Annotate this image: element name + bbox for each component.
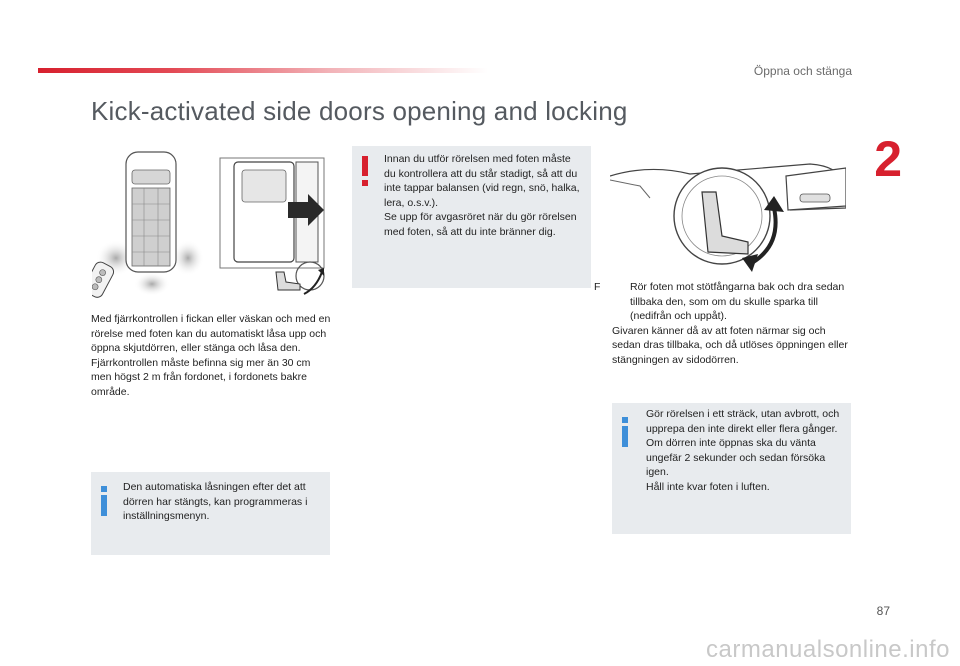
remote-distance-paragraph: Fjärrkontrollen måste befinna sig mer än 30 cm men högst 2 m från fordonet, i fordonets bakre område.: [91, 356, 311, 398]
info-motion-text-3: Håll inte kvar foten i luften.: [646, 480, 770, 493]
info-motion-text-2: Om dörren inte öppnas ska du vänta ungefär 2 sekunder och sedan försöka igen.: [646, 437, 826, 478]
chapter-number: 2: [874, 131, 902, 187]
page-title: Kick-activated side doors opening and locking: [91, 96, 628, 126]
warning-icon: [362, 156, 368, 186]
bullet-icon: F: [594, 281, 601, 293]
section-title: Öppna och stänga: [753, 64, 852, 78]
page-number: 87: [876, 604, 890, 618]
rear-bumper: [786, 168, 846, 210]
watermark: carmanualsonline.info: [706, 636, 950, 663]
warning-text-1: Innan du utför rörelsen med foten måste du kontrollera att du står stadigt, så att du inte tappar balansen (vid regn, snö, halka, lera, o.s.v.).: [384, 153, 580, 209]
instruction-step-text: Rör foten mot stötfångarna bak och dra sedan tillbaka den, som om du skulle sparka till (nedifrån och uppåt).: [630, 281, 845, 322]
left-column-text: [91, 312, 331, 399]
warning-box: [352, 146, 591, 288]
info-box-motion: [612, 403, 851, 534]
info-box-autolock-text: Den automatiska låsningen efter det att dörren har stängts, kan programmeras i inställningsmenyn.: [123, 481, 308, 522]
bumper-kick-illustration: [610, 146, 846, 276]
sensor-paragraph: Givaren känner då av att foten närmar sig och sedan dras tillbaka, och då utlöses öppningen eller stängningen av sidodörren.: [612, 324, 848, 366]
info-box-autolock: [91, 472, 330, 555]
info-icon: [622, 417, 628, 447]
detection-zone-right: [172, 240, 204, 276]
right-column-text: [594, 280, 852, 367]
detection-zone-rear: [134, 272, 170, 296]
instruction-step: [594, 280, 852, 324]
sliding-door-illustration: [212, 148, 332, 300]
intro-paragraph: Med fjärrkontrollen i fickan eller väskan och med en rörelse med foten kan du automatiskt låsa upp och öppna skjutdörren, eller stänga och låsa den.: [91, 313, 331, 354]
van-top-view-illustration: [92, 148, 204, 300]
warning-text-2: Se upp för avgasröret när du gör rörelsen med foten, så att du inte bränner dig.: [384, 211, 577, 238]
header-accent-bar: [38, 68, 488, 73]
kick-arrow-icon: [304, 272, 322, 294]
info-icon: [101, 486, 107, 516]
info-motion-text-1: Gör rörelsen i ett sträck, utan avbrott, och upprepa den inte direkt eller flera gånger.: [646, 408, 840, 435]
